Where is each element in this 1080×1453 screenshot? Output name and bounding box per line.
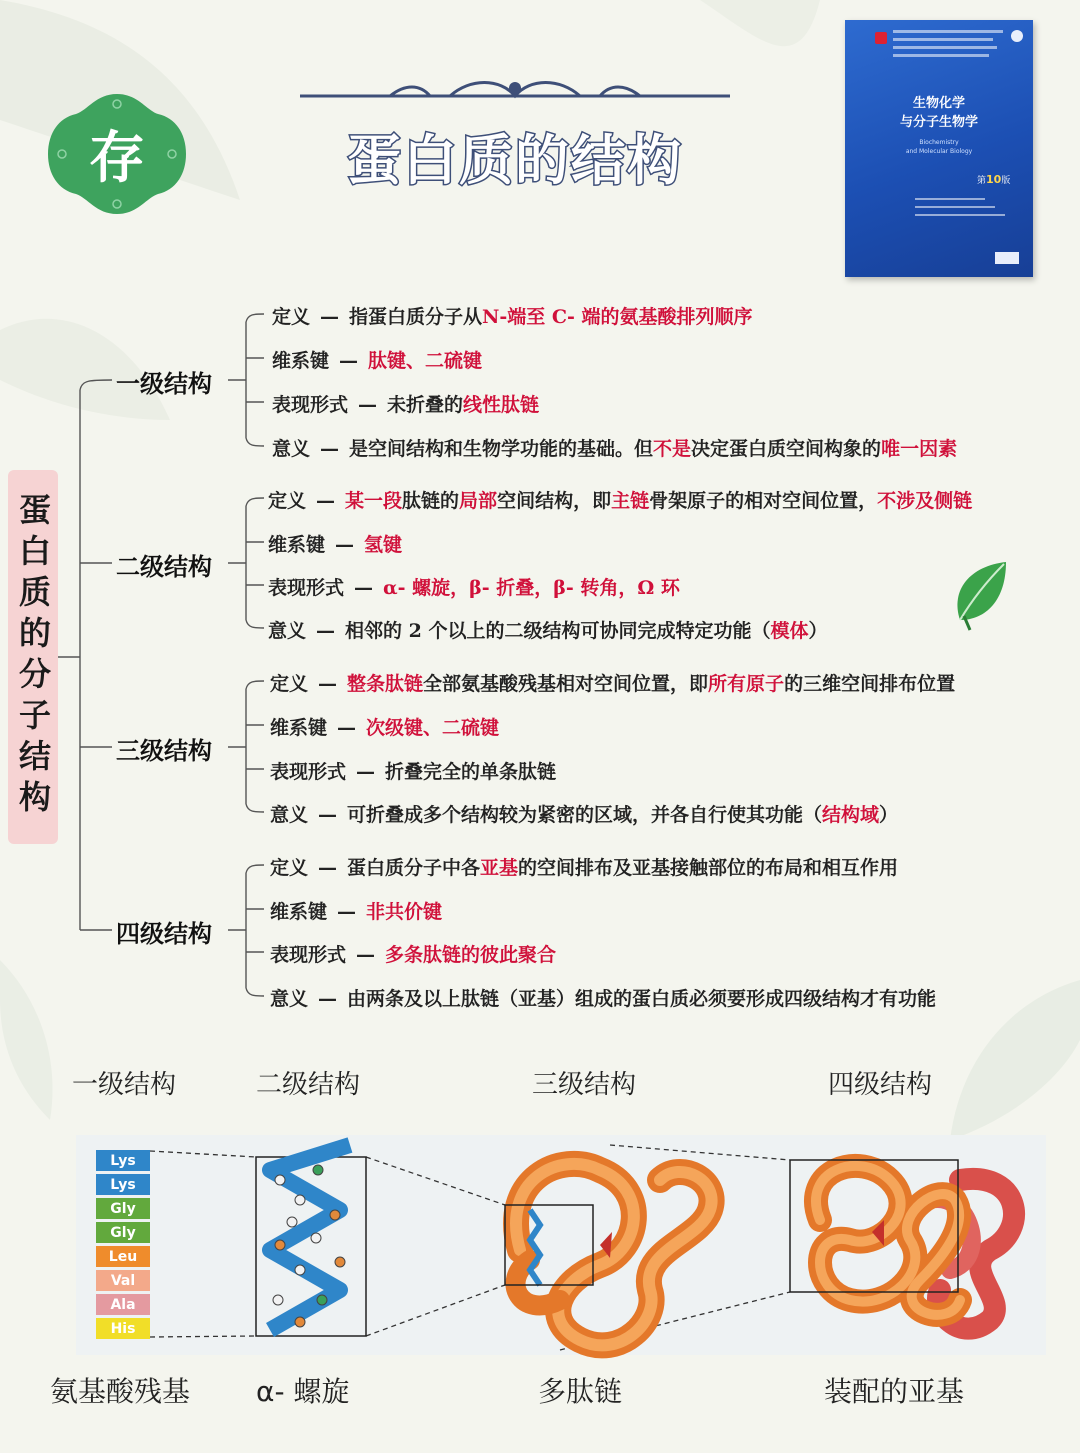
highlight-text: 不涉及侧链: [877, 490, 973, 512]
row-item: [272, 346, 482, 373]
row-label: 维系键: [268, 534, 326, 556]
highlight-text: 线性肽链: [463, 394, 540, 416]
highlight-text: 次级键、二硫键: [366, 717, 500, 739]
highlight-text: 肽键、二硫键: [368, 350, 483, 372]
highlight-text: 所有原子: [708, 673, 785, 695]
publisher-mark-icon: [995, 252, 1019, 264]
textbook-cover: [845, 20, 1033, 277]
body-text: 的三维空间排布位置: [784, 673, 956, 695]
dash-separator: —: [320, 306, 340, 328]
side-label: 蛋白质的分子结构: [8, 470, 58, 844]
row-item: [272, 390, 539, 417]
row-item: [270, 669, 955, 696]
caption-primary: 一级结构: [72, 1070, 177, 1100]
amino-acid-block: His: [96, 1318, 150, 1339]
page-title: 蛋白质的结构: [347, 129, 683, 192]
row-item: [272, 434, 957, 461]
row-item: [272, 302, 753, 329]
dash-separator: —: [337, 901, 357, 923]
row-label: 意义: [272, 438, 311, 460]
book-edition: 第10版: [977, 173, 1011, 186]
row-item: [268, 530, 402, 557]
row-label: 意义: [268, 620, 307, 642]
amino-acid-block: Lys: [96, 1174, 150, 1195]
body-text: 由两条及以上肽链（亚基）组成的蛋白质必须要形成四级结构才有功能: [347, 988, 937, 1010]
row-label: 表现形式: [268, 577, 345, 599]
dash-separator: —: [316, 620, 336, 642]
highlight-text: 整条肽链: [347, 673, 424, 695]
row-label: 表现形式: [270, 944, 347, 966]
badge-label: 存: [89, 126, 145, 191]
row-label: 定义: [270, 673, 309, 695]
highlight-text: N-端至 C- 端的氨基酸排列顺序: [482, 306, 753, 328]
highlight-text: α- 螺旋，β- 折叠，β- 转角，Ω 环: [383, 577, 680, 599]
level-title: 四级结构: [116, 919, 212, 948]
body-text: 空间结构，即: [497, 490, 612, 512]
row-label: 定义: [272, 306, 311, 328]
row-label: 维系键: [272, 350, 330, 372]
highlight-text: 多条肽链的彼此聚合: [385, 944, 557, 966]
dash-separator: —: [339, 350, 359, 372]
row-label: 维系键: [270, 901, 328, 923]
amino-acid-block: Val: [96, 1270, 150, 1291]
highlight-text: 不是: [653, 438, 692, 460]
dash-separator: —: [318, 673, 338, 695]
amino-acid-block: Lys: [96, 1150, 150, 1171]
dash-separator: —: [335, 534, 355, 556]
dash-separator: —: [316, 490, 336, 512]
body-text: 全部氨基酸残基相对空间位置，即: [423, 673, 709, 695]
book-title: 生物化学 与分子生物学: [899, 96, 978, 130]
amino-acid-block: Gly: [96, 1198, 150, 1219]
highlight-text: 唯一因素: [881, 438, 958, 460]
highlight-text: 氢键: [364, 534, 403, 556]
highlight-text: 结构域: [822, 804, 880, 826]
body-text: ）: [808, 620, 828, 642]
dash-separator: —: [318, 804, 338, 826]
leaf-icon: [950, 560, 1010, 632]
body-text: 的空间排布及亚基接触部位的布局和相互作用: [518, 857, 899, 879]
row-item: [270, 940, 556, 967]
caption-quaternary: 四级结构: [828, 1070, 933, 1100]
body-text: 骨架原子的相对空间位置，: [649, 490, 878, 512]
seal-icon: [1011, 30, 1023, 42]
row-item: [270, 984, 936, 1011]
publisher-logo-icon: [875, 32, 887, 44]
dash-separator: —: [354, 577, 374, 599]
body-text: 未折叠的: [387, 394, 464, 416]
highlight-text: 局部: [459, 490, 498, 512]
row-label: 表现形式: [270, 761, 347, 783]
caption-tertiary: 三级结构: [532, 1070, 637, 1100]
body-text: 折叠完全的单条肽链: [385, 761, 557, 783]
dash-separator: —: [356, 944, 376, 966]
row-item: [270, 713, 499, 740]
row-item: [270, 757, 556, 784]
body-text: 指蛋白质分子从: [349, 306, 483, 328]
caption-secondary: 二级结构: [256, 1070, 361, 1100]
row-label: 表现形式: [272, 394, 349, 416]
highlight-text: 亚基: [480, 857, 519, 879]
body-text: 决定蛋白质空间构象的: [691, 438, 882, 460]
row-item: [270, 897, 442, 924]
dash-separator: —: [320, 438, 340, 460]
dash-separator: —: [318, 857, 338, 879]
book-subtitle: Biochemistry and Molecular Biology: [905, 139, 973, 155]
dash-separator: —: [356, 761, 376, 783]
row-label: 维系键: [270, 717, 328, 739]
dash-separator: —: [318, 988, 338, 1010]
highlight-text: 主链: [611, 490, 650, 512]
row-item: [268, 616, 828, 643]
body-text: 蛋白质分子中各: [347, 857, 481, 879]
caption-amino-residue: 氨基酸残基: [50, 1375, 191, 1408]
diagram-panel: [76, 1135, 1046, 1355]
row-item: [270, 800, 898, 827]
amino-acid-block: Leu: [96, 1246, 150, 1267]
row-item: [270, 853, 898, 880]
dash-separator: —: [358, 394, 378, 416]
body-text: 肽链的: [402, 490, 460, 512]
level-title: 三级结构: [116, 736, 212, 765]
row-label: 意义: [270, 804, 309, 826]
amino-acid-block: Ala: [96, 1294, 150, 1315]
highlight-text: 某一段: [345, 490, 403, 512]
row-item: [268, 486, 972, 513]
level-title: 一级结构: [116, 369, 212, 398]
highlight-text: 模体: [770, 620, 809, 642]
level-title: 二级结构: [116, 552, 212, 581]
body-text: ）: [879, 804, 899, 826]
row-label: 意义: [270, 988, 309, 1010]
highlight-text: 非共价键: [366, 901, 443, 923]
row-label: 定义: [268, 490, 307, 512]
amino-acid-block: Gly: [96, 1222, 150, 1243]
body-text: 相邻的 2 个以上的二级结构可协同完成特定功能（: [345, 620, 771, 642]
dash-separator: —: [337, 717, 357, 739]
caption-polypeptide: 多肽链: [538, 1375, 623, 1408]
row-label: 定义: [270, 857, 309, 879]
row-item: [268, 573, 680, 600]
caption-assembled-subunits: 装配的亚基: [824, 1375, 965, 1408]
body-text: 是空间结构和生物学功能的基础。但: [349, 438, 654, 460]
body-text: 可折叠成多个结构较为紧密的区域，并各自行使其功能（: [347, 804, 823, 826]
caption-alpha-helix: α- 螺旋: [256, 1375, 350, 1408]
